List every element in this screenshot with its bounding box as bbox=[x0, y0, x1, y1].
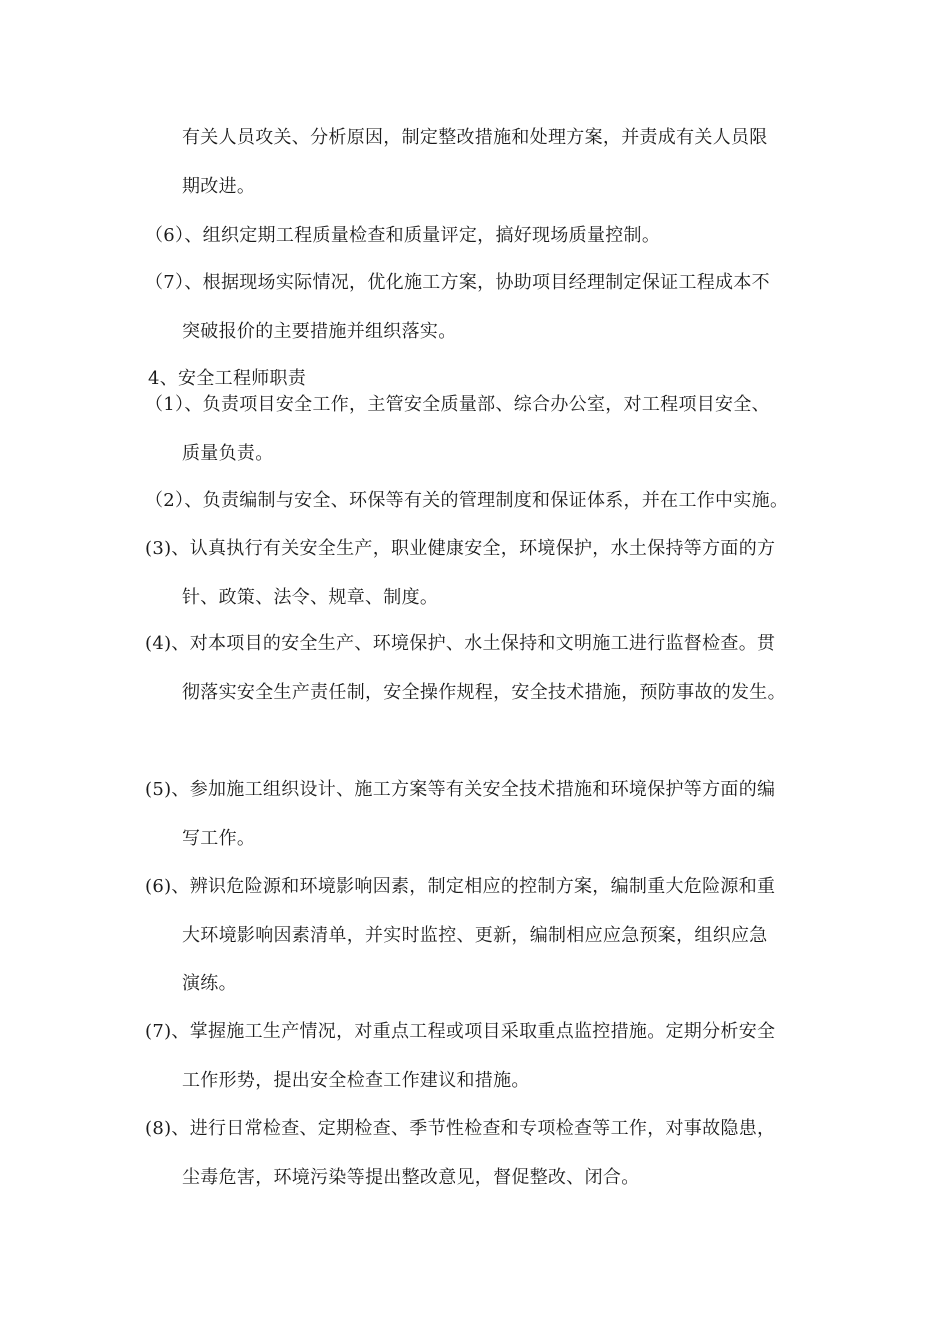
text-line: 尘毒危害，环境污染等提出整改意见，督促整改、闭合。 bbox=[182, 1167, 640, 1188]
text-line: (4)、对本项目的安全生产、环境保护、水土保持和文明施工进行监督检查。贯 bbox=[145, 633, 776, 654]
text-line: (6)、辨识危险源和环境影响因素，制定相应的控制方案，编制重大危险源和重 bbox=[145, 876, 776, 897]
text-line: （2）、负责编制与安全、环保等有关的管理制度和保证体系，并在工作中实施。 bbox=[145, 490, 789, 511]
text-line: 有关人员攻关、分析原因，制定整改措施和处理方案，并责成有关人员限 bbox=[182, 127, 768, 148]
text-line: （6）、组织定期工程质量检查和质量评定，搞好现场质量控制。 bbox=[145, 225, 661, 246]
text-line: 演练。 bbox=[182, 973, 237, 994]
text-line: (8)、进行日常检查、定期检查、季节性检查和专项检查等工作，对事故隐患， bbox=[145, 1118, 776, 1139]
text-line: (7)、掌握施工生产情况，对重点工程或项目采取重点监控措施。定期分析安全 bbox=[145, 1021, 776, 1042]
text-line: 工作形势，提出安全检查工作建议和措施。 bbox=[182, 1070, 530, 1091]
text-line: （7）、根据现场实际情况，优化施工方案，协助项目经理制定保证工程成本不 bbox=[145, 272, 770, 293]
text-line: 期改进。 bbox=[182, 176, 256, 197]
text-line: (3)、认真执行有关安全生产，职业健康安全，环境保护，水土保持等方面的方 bbox=[145, 538, 776, 559]
text-line: 突破报价的主要措施并组织落实。 bbox=[182, 321, 457, 342]
section-heading: 4、安全工程师职责 bbox=[148, 368, 307, 389]
text-line: 质量负责。 bbox=[182, 443, 274, 464]
text-line: (5)、参加施工组织设计、施工方案等有关安全技术措施和环境保护等方面的编 bbox=[145, 779, 776, 800]
text-line: 写工作。 bbox=[182, 828, 256, 849]
text-line: 大环境影响因素清单，并实时监控、更新，编制相应应急预案，组织应急 bbox=[182, 925, 768, 946]
text-line: 针、政策、法令、规章、制度。 bbox=[182, 587, 439, 608]
text-line: 彻落实安全生产责任制，安全操作规程，安全技术措施，预防事故的发生。 bbox=[182, 682, 786, 703]
text-line: （1）、负责项目安全工作，主管安全质量部、综合办公室，对工程项目安全、 bbox=[145, 394, 770, 415]
